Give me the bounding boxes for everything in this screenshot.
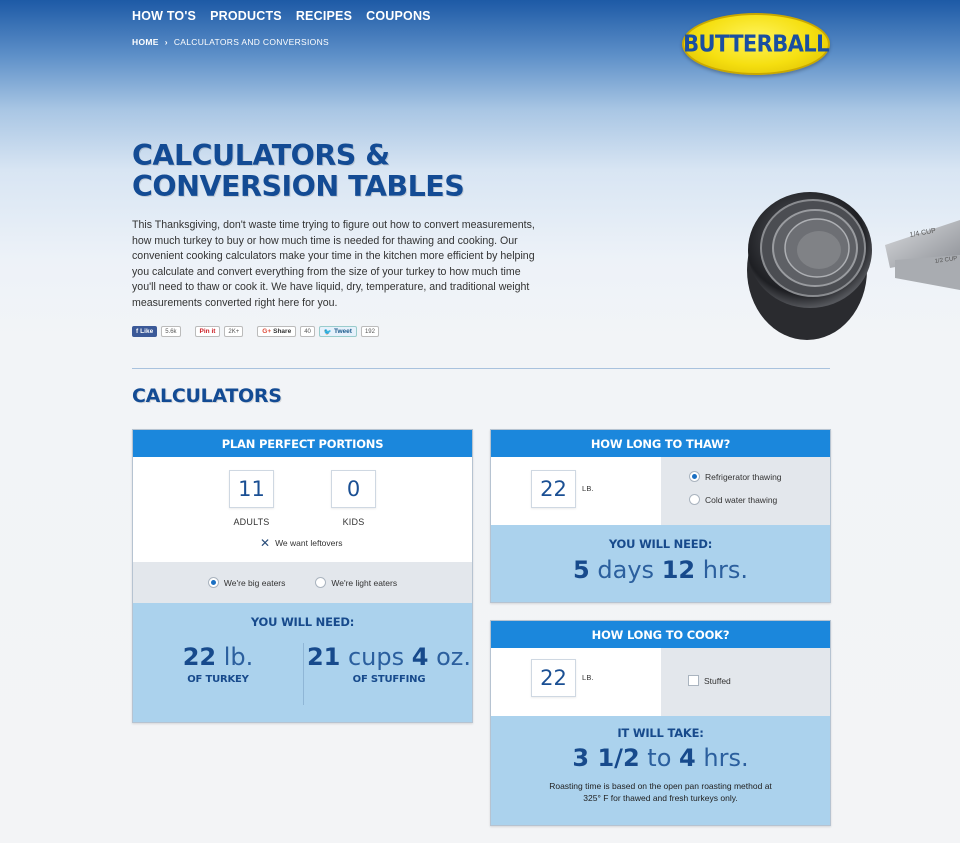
logo-text: BUTTERBALL	[683, 30, 829, 58]
breadcrumb-separator: ›	[164, 37, 168, 47]
cook-inputs	[491, 648, 830, 716]
turkey-amount: 22	[182, 643, 217, 671]
stuffing-oz-unit: oz.	[436, 643, 472, 671]
eater-options	[133, 562, 472, 603]
refrigerator-radio[interactable]	[689, 471, 700, 482]
cook-calculator	[490, 620, 831, 826]
turkey-label: OF TURKEY	[187, 674, 249, 685]
cook-min-hours: 3 1/2	[572, 744, 640, 772]
top-nav	[132, 9, 431, 23]
big-eaters-radio[interactable]	[208, 577, 219, 588]
cup-label-quarter: 1/4 CUP	[909, 227, 937, 239]
light-eaters-label: We're light eaters	[331, 577, 398, 588]
nav-products[interactable]: PRODUCTS	[210, 9, 282, 23]
turkey-result	[133, 643, 303, 685]
cook-note: Roasting time is based on the open pan roasting method at 325° F for thawed and fresh turkeys only.	[549, 781, 772, 803]
cold-water-label: Cold water thawing	[705, 494, 778, 505]
twitter-icon: 🐦	[323, 328, 332, 336]
thaw-weight-input[interactable]: 22	[531, 470, 576, 508]
kids-label: KIDS	[342, 517, 365, 527]
google-count: 40	[300, 326, 315, 337]
portions-title: PLAN PERFECT PORTIONS	[133, 430, 472, 457]
light-eaters-radio[interactable]	[315, 577, 326, 588]
stuffed-checkbox[interactable]	[688, 675, 699, 686]
intro-text: This Thanksgiving, don't waste time trying to figure out how to convert measurements, how much turkey to buy or how much time is needed for thawing and cooking. Our convenient cooking calculators make your time in the kitchen more efficient by helping you calculate and convert everything from the size of your turkey to how much time you'll need to thaw or cook it. We have liquid, dry, temperature, and traditional weight measurements converted right here for you.	[132, 219, 535, 309]
cook-hours-unit: hrs.	[703, 744, 749, 772]
section-divider	[132, 368, 830, 369]
thaw-result	[491, 525, 830, 602]
big-eaters-option[interactable]	[208, 577, 285, 588]
refrigerator-option[interactable]	[689, 471, 830, 482]
google-share-label: Share	[273, 328, 292, 335]
thaw-calculator	[490, 429, 831, 603]
facebook-like-button[interactable]	[132, 326, 157, 337]
stuffed-option[interactable]	[688, 675, 830, 686]
cook-weight-input[interactable]: 22	[531, 659, 576, 697]
page-title-line2: CONVERSION TABLES	[132, 170, 465, 203]
calculators-heading: CALCULATORS	[132, 385, 282, 407]
page-title	[132, 140, 464, 202]
thaw-time	[491, 556, 830, 584]
leftovers-label: We want leftovers	[275, 538, 343, 548]
thaw-hours-unit: hrs.	[702, 556, 748, 584]
stuffing-label: OF STUFFING	[352, 674, 426, 685]
thaw-method-options	[661, 457, 830, 525]
stuffed-label: Stuffed	[704, 675, 731, 686]
nav-recipes[interactable]: RECIPES	[295, 9, 353, 23]
cook-max-hours: 4	[679, 744, 696, 772]
pinterest-button[interactable]: Pin it	[195, 326, 221, 337]
thaw-weight-unit: LB.	[582, 484, 594, 493]
nav-coupons[interactable]: COUPONS	[366, 9, 431, 23]
page-title-line1: CALCULATORS &	[132, 139, 390, 172]
pinterest-count: 2K+	[224, 326, 243, 337]
nav-how-tos[interactable]: HOW TO'S	[132, 9, 197, 23]
cook-result-title: IT WILL TAKE:	[617, 726, 704, 740]
light-eaters-option[interactable]	[315, 577, 397, 588]
stuffing-cups: 21	[306, 643, 341, 671]
thaw-title: HOW LONG TO THAW?	[491, 430, 830, 457]
cup-label-half: 1/2 CUP	[934, 255, 958, 265]
kids-input[interactable]: 0	[331, 470, 376, 508]
tweet-label: Tweet	[333, 328, 352, 335]
cook-weight-unit: LB.	[582, 673, 594, 682]
stuffing-cups-unit: cups	[347, 643, 405, 671]
refrigerator-label: Refrigerator thawing	[705, 471, 782, 482]
google-share-button[interactable]	[257, 326, 296, 337]
stuffing-oz: 4	[411, 643, 429, 671]
twitter-count: 192	[361, 326, 379, 337]
facebook-count: 5.6k	[161, 326, 180, 337]
cook-time	[491, 744, 830, 772]
thaw-inputs	[491, 457, 830, 525]
tweet-button[interactable]	[319, 326, 357, 337]
social-share-bar	[132, 326, 379, 337]
leftovers-check-icon[interactable]: ✕	[260, 536, 271, 550]
portions-result	[133, 603, 472, 722]
stuffing-result	[304, 643, 474, 685]
portions-inputs	[133, 457, 472, 562]
thaw-hours: 12	[661, 556, 696, 584]
cook-options	[661, 648, 830, 716]
leftovers-option[interactable]	[260, 536, 342, 550]
thaw-days: 5	[573, 556, 590, 584]
breadcrumb-home[interactable]: HOME	[132, 37, 159, 47]
cold-water-option[interactable]	[689, 494, 830, 505]
google-plus-icon: G+	[262, 328, 272, 335]
thaw-weight-panel	[491, 457, 661, 525]
butterball-logo[interactable]	[682, 13, 830, 75]
thaw-result-title: YOU WILL NEED:	[608, 537, 713, 551]
adults-input[interactable]: 11	[229, 470, 274, 508]
facebook-icon: f	[136, 328, 139, 335]
big-eaters-label: We're big eaters	[223, 577, 286, 588]
thaw-days-unit: days	[597, 556, 655, 584]
cold-water-radio[interactable]	[689, 494, 700, 505]
measuring-cups-image	[745, 150, 960, 345]
cook-weight-panel	[491, 648, 661, 716]
cook-title: HOW LONG TO COOK?	[491, 621, 830, 648]
breadcrumb	[132, 37, 329, 47]
facebook-like-label: Like	[140, 328, 154, 335]
portions-result-title: YOU WILL NEED:	[250, 615, 355, 629]
portions-calculator	[132, 429, 473, 723]
breadcrumb-current: CALCULATORS AND CONVERSIONS	[173, 37, 329, 47]
turkey-unit: lb.	[223, 643, 254, 671]
adults-label: ADULTS	[233, 517, 270, 527]
cook-result	[491, 716, 830, 825]
cook-to-word: to	[647, 744, 672, 772]
